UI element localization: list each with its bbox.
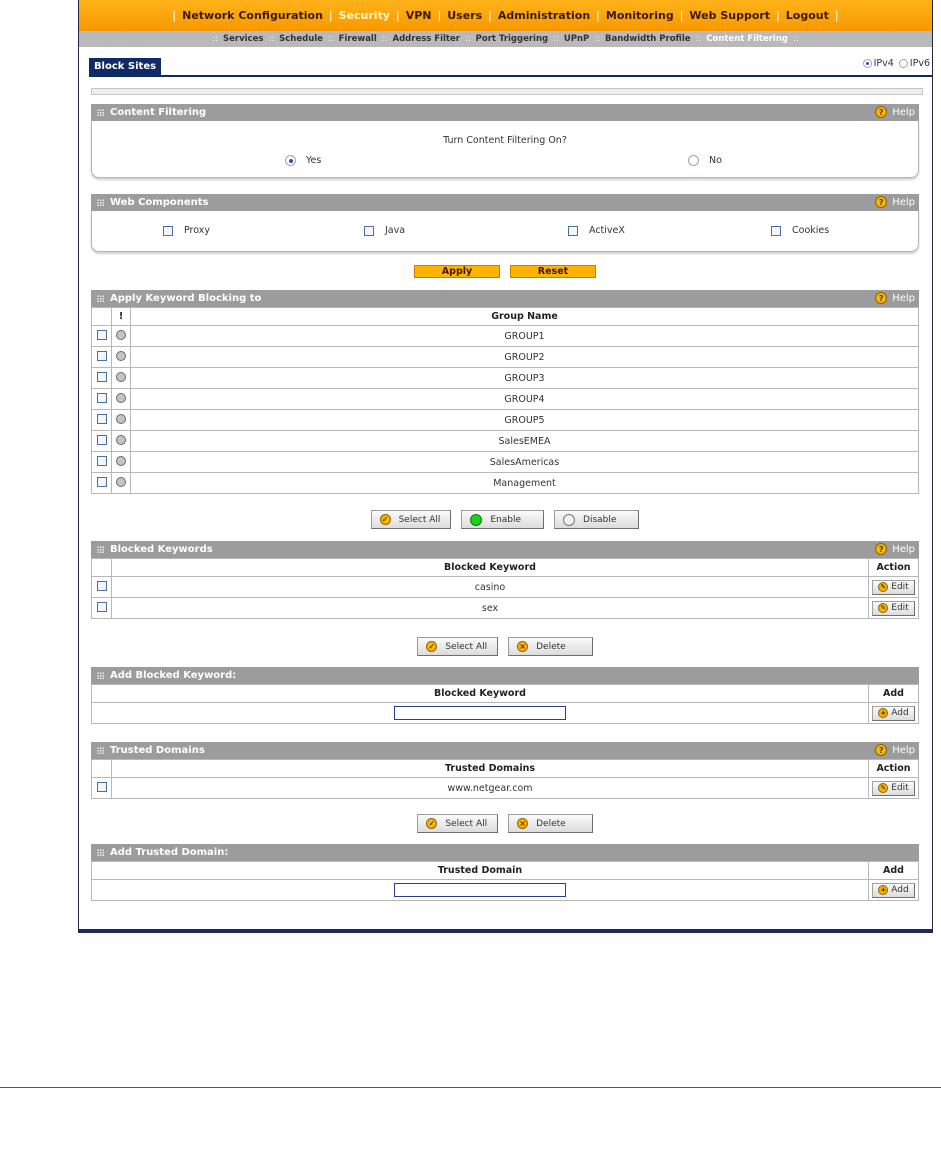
status-dot-icon: [116, 477, 126, 487]
reset-button[interactable]: Reset: [510, 265, 596, 278]
add-column-header: Add: [869, 685, 919, 703]
section-header: [91, 290, 919, 307]
group-name: GROUP1: [131, 326, 919, 347]
content-filtering-panel: [91, 121, 919, 178]
row-checkbox[interactable]: [97, 435, 107, 445]
keyword-blocking-section: [91, 290, 919, 494]
add-keyword-table: [91, 684, 919, 724]
section-title: Blocked Keywords: [110, 544, 213, 555]
grip-icon: [97, 546, 104, 553]
status-dot-icon: [116, 351, 126, 361]
group-name: GROUP3: [131, 368, 919, 389]
nav-users[interactable]: Users: [447, 9, 483, 22]
keyword-action-row: [91, 637, 919, 656]
help-icon: ?: [875, 543, 887, 555]
group-action-row: [91, 510, 919, 529]
row-checkbox[interactable]: [97, 330, 107, 340]
edit-icon: ✎: [878, 582, 888, 592]
row-checkbox[interactable]: [97, 477, 107, 487]
tab-block-sites[interactable]: Block Sites: [89, 58, 161, 75]
edit-icon: ✎: [878, 783, 888, 793]
ipv4-radio[interactable]: [863, 59, 872, 68]
subnav-bandwidth-profile[interactable]: Bandwidth Profile: [605, 34, 691, 44]
domain-column-header: Trusted Domains: [112, 760, 869, 778]
help-label: Help: [892, 543, 915, 555]
ip-version-selector: [863, 58, 930, 69]
trusted-domains-table: [91, 759, 919, 799]
domain-column-header: Trusted Domain: [92, 862, 869, 880]
web-components-section: [91, 194, 919, 252]
add-blocked-keyword-section: [91, 667, 919, 724]
section-title: Content Filtering: [110, 107, 207, 118]
select-all-keywords-button[interactable]: [417, 637, 498, 656]
grip-icon: [97, 672, 104, 679]
group-name: GROUP2: [131, 347, 919, 368]
proxy-label: Proxy: [184, 225, 211, 236]
status-dot-icon: [116, 330, 126, 340]
subnav-services[interactable]: Services: [223, 34, 264, 44]
table-header-row: [92, 559, 919, 577]
check-icon: ✓: [380, 514, 391, 525]
java-option: [364, 225, 405, 236]
help-label: Help: [892, 196, 915, 208]
delete-label: Delete: [536, 818, 566, 829]
status-dot-icon: [116, 414, 126, 424]
cookies-checkbox[interactable]: [771, 226, 781, 236]
delete-domains-button[interactable]: [508, 814, 593, 833]
table-row: [92, 703, 919, 724]
group-table: [91, 307, 919, 494]
ipv6-radio[interactable]: [899, 59, 908, 68]
edit-label: Edit: [891, 783, 909, 793]
keyword-column-header: Blocked Keyword: [112, 559, 869, 577]
delete-keywords-button[interactable]: [508, 637, 593, 656]
blocked-keyword-input[interactable]: [394, 706, 566, 720]
section-header: [91, 844, 919, 861]
nav-administration[interactable]: Administration: [497, 9, 591, 22]
table-row: [92, 431, 919, 452]
grip-icon: [97, 849, 104, 856]
row-checkbox[interactable]: [97, 414, 107, 424]
cookies-option: [771, 225, 829, 236]
help-icon: ?: [875, 196, 887, 208]
table-row: [92, 347, 919, 368]
table-header-row: [92, 862, 919, 880]
table-row: [92, 452, 919, 473]
section-title: Web Components: [110, 197, 209, 208]
keyword-value: sex: [112, 598, 869, 619]
apply-reset-row: [91, 265, 919, 278]
status-dot-icon: [116, 456, 126, 466]
edit-button[interactable]: [872, 781, 914, 796]
row-checkbox[interactable]: [97, 393, 107, 403]
section-title: Add Trusted Domain:: [110, 847, 229, 858]
cookies-label: Cookies: [792, 225, 830, 236]
add-domain-button[interactable]: [872, 883, 914, 898]
table-row: [92, 598, 919, 619]
java-label: Java: [385, 225, 406, 236]
help-icon: ?: [875, 744, 887, 756]
section-header: [91, 194, 919, 211]
select-all-label: Select All: [445, 641, 488, 652]
edit-label: Edit: [891, 582, 909, 592]
delete-icon: ×: [517, 818, 528, 829]
select-all-label: Select All: [445, 818, 488, 829]
activex-checkbox[interactable]: [568, 226, 578, 236]
edit-label: Edit: [891, 603, 909, 613]
group-name: GROUP5: [131, 410, 919, 431]
nav-network-configuration[interactable]: Network Configuration: [182, 9, 323, 22]
yes-radio[interactable]: [285, 155, 296, 166]
add-label: Add: [891, 708, 909, 718]
table-row: [92, 368, 919, 389]
help-label: Help: [892, 292, 915, 304]
router-admin-frame: [78, 0, 933, 933]
filter-question: Turn Content Filtering On?: [443, 135, 567, 146]
proxy-option: [163, 225, 210, 236]
nav-monitoring[interactable]: Monitoring: [605, 9, 674, 22]
web-components-panel: [91, 211, 919, 252]
java-checkbox[interactable]: [364, 226, 374, 236]
content-filtering-section: [91, 104, 919, 178]
subnav-schedule[interactable]: Schedule: [279, 34, 323, 44]
table-row: [92, 880, 919, 901]
frame-bottom-border: [79, 929, 932, 932]
section-title: Add Blocked Keyword:: [110, 670, 237, 681]
select-all-domains-button[interactable]: [417, 814, 498, 833]
table-row: [92, 389, 919, 410]
row-checkbox[interactable]: [97, 372, 107, 382]
subnav-firewall[interactable]: Firewall: [338, 34, 377, 44]
status-column-header: !: [112, 308, 131, 326]
grey-circle-icon: [563, 514, 575, 526]
no-label: No: [709, 155, 722, 166]
select-all-groups-button[interactable]: [371, 510, 452, 529]
help-label: Help: [892, 106, 915, 118]
subnav-address-filter[interactable]: Address Filter: [392, 34, 460, 44]
tab-underline: [89, 75, 932, 77]
section-header: [91, 104, 919, 121]
delete-label: Delete: [536, 641, 566, 652]
row-checkbox[interactable]: [97, 581, 107, 591]
help-link[interactable]: [875, 196, 915, 208]
proxy-checkbox[interactable]: [163, 226, 173, 236]
no-option: [688, 155, 722, 166]
add-keyword-button[interactable]: [872, 706, 914, 721]
row-checkbox[interactable]: [97, 602, 107, 612]
help-link[interactable]: [875, 744, 915, 756]
group-name: SalesEMEA: [131, 431, 919, 452]
trusted-domains-section: [91, 742, 919, 799]
section-header: [91, 742, 919, 759]
add-column-header: Add: [869, 862, 919, 880]
nav-logout[interactable]: Logout: [785, 9, 829, 22]
blocked-keywords-table: [91, 558, 919, 619]
group-name: SalesAmericas: [131, 452, 919, 473]
activex-option: [568, 225, 625, 236]
status-dot-icon: [116, 393, 126, 403]
domain-action-row: [91, 814, 919, 833]
help-link[interactable]: [875, 106, 915, 118]
table-row: [92, 473, 919, 494]
grip-icon: [97, 747, 104, 754]
status-dot-icon: [116, 372, 126, 382]
section-title: Apply Keyword Blocking to: [110, 293, 262, 304]
help-icon: ?: [875, 106, 887, 118]
grip-icon: [97, 295, 104, 302]
no-radio[interactable]: [688, 155, 699, 166]
edit-button[interactable]: [872, 601, 914, 616]
status-message-bar: [91, 88, 923, 95]
row-checkbox[interactable]: [97, 351, 107, 361]
ipv6-label: IPv6: [909, 58, 930, 69]
edit-icon: ✎: [878, 603, 888, 613]
activex-label: ActiveX: [589, 225, 625, 236]
table-header-row: [92, 308, 919, 326]
enable-button[interactable]: [461, 510, 544, 529]
subnav-upnp[interactable]: UPnP: [563, 34, 590, 44]
section-title: Trusted Domains: [110, 745, 205, 756]
tab-bar: [89, 58, 932, 76]
group-name-column-header: Group Name: [131, 308, 919, 326]
enable-label: Enable: [490, 514, 522, 525]
group-name: Management: [131, 473, 919, 494]
section-header: [91, 667, 919, 684]
group-name: GROUP4: [131, 389, 919, 410]
subnav-port-triggering[interactable]: Port Triggering: [475, 34, 549, 44]
table-header-row: [92, 760, 919, 778]
grip-icon: [97, 199, 104, 206]
table-row: [92, 778, 919, 799]
table-header-row: [92, 685, 919, 703]
help-link[interactable]: [875, 543, 915, 555]
page-divider: [0, 1087, 941, 1088]
trusted-domain-input[interactable]: [394, 883, 566, 897]
top-nav: | Network Configuration | Security | VPN | Users | Administration | Monitoring | Web Support | Logout |: [79, 0, 932, 31]
disable-button[interactable]: [554, 510, 639, 529]
domain-value: www.netgear.com: [112, 778, 869, 799]
apply-button[interactable]: Apply: [414, 265, 500, 278]
keyword-column-header: Blocked Keyword: [92, 685, 869, 703]
help-link[interactable]: [875, 292, 915, 304]
section-header: [91, 541, 919, 558]
green-circle-icon: [470, 514, 482, 526]
row-checkbox[interactable]: [97, 782, 107, 792]
nav-vpn[interactable]: VPN: [405, 9, 432, 22]
nav-security[interactable]: Security: [338, 9, 390, 22]
table-row: [92, 326, 919, 347]
action-column-header: Action: [869, 559, 919, 577]
help-icon: ?: [875, 292, 887, 304]
add-trusted-domain-section: [91, 844, 919, 901]
delete-icon: ×: [517, 641, 528, 652]
status-dot-icon: [116, 435, 126, 445]
add-icon: +: [878, 885, 888, 895]
help-label: Help: [892, 744, 915, 756]
check-icon: ✓: [426, 818, 437, 829]
add-icon: +: [878, 708, 888, 718]
keyword-value: casino: [112, 577, 869, 598]
row-checkbox[interactable]: [97, 456, 107, 466]
yes-option: [285, 155, 321, 166]
edit-button[interactable]: [872, 580, 914, 595]
add-domain-table: [91, 861, 919, 901]
action-column-header: Action: [869, 760, 919, 778]
select-all-label: Select All: [398, 514, 441, 525]
nav-web-support[interactable]: Web Support: [689, 9, 771, 22]
table-row: [92, 577, 919, 598]
add-label: Add: [891, 885, 909, 895]
blocked-keywords-section: [91, 541, 919, 619]
ipv4-label: IPv4: [873, 58, 894, 69]
sub-nav: :: Services :: Schedule :: Firewall :: Address Filter :: Port Triggering :: UPnP :: Bandwidth Profile :: Content Filtering ::: [79, 31, 932, 47]
table-row: [92, 410, 919, 431]
check-icon: ✓: [426, 641, 437, 652]
disable-label: Disable: [583, 514, 617, 525]
subnav-content-filtering[interactable]: Content Filtering: [706, 34, 788, 44]
grip-icon: [97, 109, 104, 116]
yes-label: Yes: [306, 155, 322, 166]
